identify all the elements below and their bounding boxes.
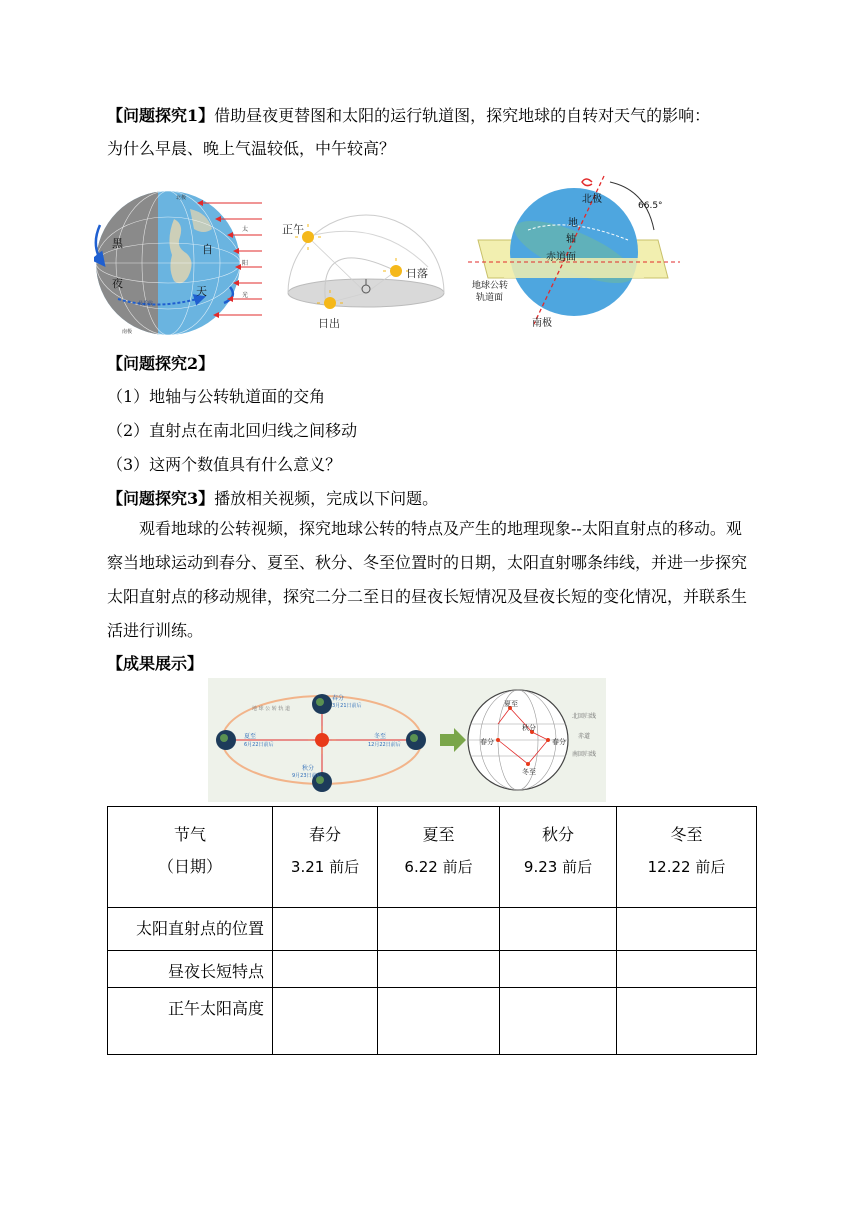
header-summer — [378, 807, 500, 908]
column-name: 夏至 — [422, 825, 455, 844]
orbit-path-label: 地 球 公 转 轨 道 — [252, 706, 290, 712]
globe-winter-label: 冬至 — [522, 768, 536, 776]
earth-axis-figure — [468, 170, 684, 330]
table-cell — [500, 908, 617, 951]
north-tropic-label: 北回归线 — [572, 713, 597, 720]
angle-label: 66.5° — [638, 201, 663, 211]
sunset-label: 日落 — [406, 267, 428, 280]
row-label-direct-point: 太阳直射点的位置 — [108, 908, 273, 951]
orbit-plane-label-2: 轨道面 — [476, 293, 504, 303]
south-pole-label: 南极 — [122, 329, 133, 335]
q3-text: 播放相关视频，完成以下问题。 — [214, 489, 439, 508]
orbit-plane-label-1: 地球公转 — [472, 281, 509, 291]
orbit-spring-date: 3月21日前后 — [332, 703, 362, 709]
orbit-summer-date: 6月22日前后 — [244, 742, 274, 748]
column-name: 秋分 — [541, 825, 574, 844]
dark-label-2: 夜 — [112, 277, 123, 290]
equator-label: 赤道 — [578, 733, 591, 740]
noon-label: 正午 — [282, 223, 304, 236]
table-cell — [378, 908, 500, 951]
q1-text-2: 为什么早晨、晚上气温较低，中午较高？ — [107, 139, 396, 158]
table-cell — [378, 951, 500, 988]
column-name: 春分 — [308, 825, 341, 844]
table-cell — [273, 951, 378, 988]
day-label-2: 天 — [196, 285, 207, 298]
sun-label-1: 太 — [242, 226, 249, 233]
table-cell — [617, 908, 757, 951]
column-date: 3.21 前后 — [290, 858, 360, 876]
orbit-winter-label: 冬至 — [374, 733, 387, 740]
table-header-row — [108, 807, 757, 908]
north-label: 北极 — [582, 194, 602, 205]
header-label-cell — [108, 807, 273, 908]
dark-label-1: 黑 — [112, 237, 123, 250]
table-cell — [617, 951, 757, 988]
axis-label-1: 地 — [568, 218, 578, 229]
header-label-2: （日期） — [157, 857, 222, 876]
north-pole-label: 北极 — [176, 195, 187, 201]
table-cell — [500, 988, 617, 1055]
q2-item-1: （1）地轴与公转轨道面的交角 — [107, 387, 326, 406]
results-title: 【成果展示】 — [107, 654, 204, 673]
globe-spring-label: 春分 — [480, 738, 494, 746]
column-date: 9.23 前后 — [523, 858, 593, 876]
header-autumn — [500, 807, 617, 908]
sun-path-figure — [278, 207, 454, 333]
q2-item-3: （3）这两个数值具有什么意义？ — [107, 455, 342, 474]
table-cell — [617, 988, 757, 1055]
column-date: 12.22 前后 — [647, 858, 726, 876]
row-label-noon-altitude: 正午太阳高度 — [108, 988, 273, 1055]
q1-title: 【问题探究1】 — [107, 106, 215, 125]
axis-label-2: 轴 — [566, 234, 576, 245]
south-tropic-label: 南回归线 — [572, 751, 597, 758]
day-label-1: 自 — [202, 243, 213, 256]
sunrise-label: 日出 — [318, 317, 340, 330]
q1-line — [107, 104, 767, 128]
equator-plane-label: 赤道面 — [546, 252, 576, 263]
q1-text: 借助昼夜更替图和太阳的运行轨道图，探究地球的自转对天气的影响： — [214, 106, 711, 125]
globe-spring-label-right: 春分 — [552, 738, 566, 746]
orbit-summer-label: 夏至 — [244, 733, 257, 740]
orbit-autumn-date: 9月23日前后 — [292, 773, 322, 779]
row-label-day-length: 昼夜长短特点 — [108, 951, 273, 988]
solar-terms-table — [107, 806, 757, 1055]
table-cell — [378, 988, 500, 1055]
orbit-figure — [208, 678, 606, 802]
q3-paragraph: 观看地球的公转视频，探究地球公转的特点及产生的地理现象--太阳直射点的移动。观察当地球运动到春分、夏至、秋分、冬至位置时的日期，太阳直射哪条纬线，并进一步探究太阳直射点的移动规律，探究二分二至日的昼夜长短情况及昼夜长短的变化情况，并联系生活进行训练。 — [107, 519, 748, 640]
sun-label-3: 光 — [242, 292, 249, 299]
south-label: 南极 — [532, 318, 552, 329]
header-winter — [617, 807, 757, 908]
sun-label-2: 阳 — [242, 260, 249, 267]
terminator-label: 晨昏线 — [138, 301, 154, 307]
table-row — [108, 988, 757, 1055]
globe-autumn-label: 秋分 — [522, 724, 536, 732]
q3-title: 【问题探究3】 — [107, 489, 215, 508]
header-label-1: 节气 — [173, 825, 206, 844]
header-spring — [273, 807, 378, 908]
table-cell — [273, 908, 378, 951]
column-name: 冬至 — [670, 825, 703, 844]
column-date: 6.22 前后 — [404, 858, 473, 876]
table-row — [108, 951, 757, 988]
orbit-autumn-label: 秋分 — [302, 765, 315, 772]
day-night-figure — [94, 189, 266, 337]
table-cell — [273, 988, 378, 1055]
orbit-winter-date: 12月22日前后 — [368, 742, 401, 748]
q2-item-2: （2）直射点在南北回归线之间移动 — [107, 421, 358, 440]
orbit-spring-label: 春分 — [332, 695, 345, 702]
table-cell — [500, 951, 617, 988]
table-row — [108, 908, 757, 951]
globe-summer-label: 夏至 — [504, 700, 518, 708]
q2-title: 【问题探究2】 — [107, 354, 215, 373]
q3-line — [107, 487, 767, 511]
